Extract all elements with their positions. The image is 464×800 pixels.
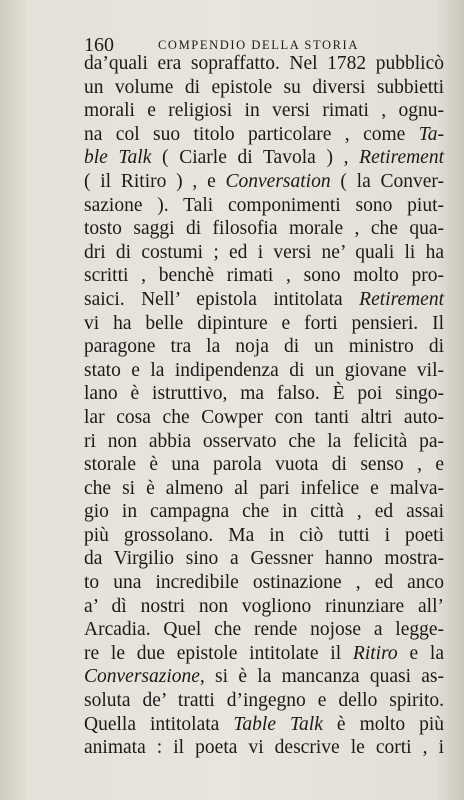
- text-segment: dri di costumi ; ed i versi ne’ quali li ha: [84, 241, 444, 263]
- text-line: [84, 99, 444, 123]
- text-segment: è molto più: [322, 713, 445, 735]
- text-line: [84, 382, 444, 406]
- italic-text: Ritiro: [352, 642, 398, 664]
- italic-text: Retirement: [359, 288, 444, 310]
- text-line: [84, 595, 444, 619]
- text-line: [84, 194, 444, 218]
- text-line: [84, 76, 444, 100]
- text-segment: ( il Ritiro ) , e: [84, 170, 226, 192]
- text-segment: , si è la mancanza quasi as-: [199, 666, 444, 688]
- text-segment: più grossolano. Ma in ciò tutti i poeti: [84, 524, 444, 546]
- text-segment: paragone tra la noja di un ministro di: [84, 336, 444, 358]
- text-line: [84, 217, 444, 241]
- text-segment: tosto saggi di filosofia morale , che qua-: [84, 218, 444, 240]
- italic-text: Retirement: [359, 147, 444, 169]
- text-segment: lano è istruttivo, ma falso. È poi singo-: [84, 383, 444, 405]
- text-line: [84, 689, 444, 713]
- italic-text: Ta-: [418, 123, 444, 145]
- text-line: [84, 571, 444, 595]
- text-line: [84, 477, 444, 501]
- body-text: [84, 52, 444, 760]
- text-segment: soluta de’ tratti d’ingegno e dello spirito.: [84, 690, 444, 712]
- text-segment: da Virgilio sino a Gessner hanno mostra-: [84, 548, 444, 570]
- text-line: [84, 430, 444, 454]
- text-segment: re le due epistole intitolate il: [84, 642, 353, 664]
- text-line: [84, 264, 444, 288]
- italic-text: Conversazione: [84, 666, 200, 688]
- text-segment: da’quali era sopraffatto. Nel 1782 pubblicò: [84, 53, 444, 74]
- italic-text: ble Talk: [84, 147, 152, 169]
- text-line: [84, 642, 444, 666]
- text-segment: Quella intitolata: [84, 713, 234, 735]
- text-line: [84, 618, 444, 642]
- text-line: [84, 335, 444, 359]
- text-line: [84, 359, 444, 383]
- text-line: [84, 146, 444, 170]
- text-line: [84, 123, 444, 147]
- text-segment: vi ha belle dipinture e forti pensieri. Il: [84, 312, 444, 334]
- text-line: [84, 500, 444, 524]
- text-segment: ( Ciarle di Tavola ) ,: [151, 147, 360, 169]
- text-segment: Arcadia. Quel che rende nojose a legge-: [84, 619, 444, 641]
- text-line: [84, 170, 444, 194]
- text-segment: na col suo titolo particolare , come: [84, 123, 419, 145]
- running-head: COMPENDIO DELLA STORIA: [158, 38, 359, 52]
- page-number: 160: [84, 34, 114, 56]
- text-segment: stato e la indipendenza di un giovane vil-: [84, 359, 444, 381]
- text-segment: animata : il poeta vi descrive le corti , i: [84, 737, 444, 759]
- text-line: [84, 288, 444, 312]
- text-segment: gio in campagna che in città , ed assai: [84, 501, 444, 523]
- text-line: [84, 406, 444, 430]
- text-segment: ( la Conver-: [330, 170, 445, 192]
- text-segment: saici. Nell’ epistola intitolata: [84, 288, 360, 310]
- text-segment: e la: [397, 642, 444, 664]
- text-segment: lar cosa che Cowper con tanti altri auto-: [84, 406, 444, 428]
- text-segment: storale è una parola vuota di senso , e: [84, 454, 444, 476]
- text-segment: un volume di epistole su diversi subbietti: [84, 76, 444, 98]
- italic-text: Table Talk: [233, 713, 323, 735]
- text-line: [84, 241, 444, 265]
- text-segment: to una incredibile ostinazione , ed anco: [84, 572, 444, 594]
- text-segment: morali e religiosi in versi rimati , ognu-: [84, 100, 444, 122]
- text-line: [84, 453, 444, 477]
- text-segment: a’ dì nostri non vogliono rinunziare all’: [84, 595, 444, 617]
- text-segment: ri non abbia osservato che la felicità pa-: [84, 430, 444, 452]
- text-line: [84, 524, 444, 548]
- text-segment: scritti , benchè rimati , sono molto pro-: [84, 265, 444, 287]
- italic-text: Conversation: [225, 170, 331, 192]
- text-line: [84, 736, 444, 760]
- text-line: [84, 665, 444, 689]
- text-line: [84, 52, 444, 76]
- text-segment: che si è almeno al pari infelice e malva-: [84, 477, 444, 499]
- text-line: [84, 547, 444, 571]
- text-segment: sazione ). Tali componimenti sono piut-: [84, 194, 444, 216]
- text-line: [84, 713, 444, 737]
- text-line: [84, 312, 444, 336]
